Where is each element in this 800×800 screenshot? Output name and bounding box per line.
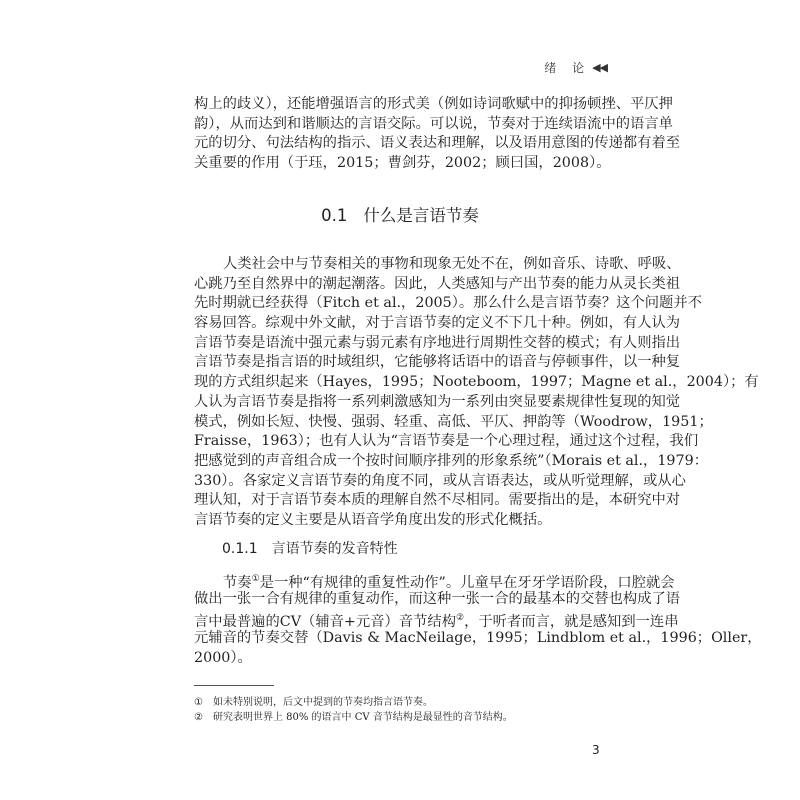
section-paragraph (194, 255, 759, 531)
text-line: 言语节奏是语流中强元素与弱元素有序地进行周期性交替的模式；有人则指出 (194, 334, 681, 351)
footnote-text: 研究表明世界上 80% 的语言中 CV 音节结构是最显性的音节结构。 (212, 712, 513, 723)
running-header (544, 59, 607, 76)
text-line: 言语节奏的定义主要是从语音学角度出发的形式化概括。 (194, 511, 552, 528)
text-line: 元的切分、句法结构的指示、语义表达和理解，以及语用意图的传递都有着至 (194, 135, 681, 152)
text-line (194, 570, 675, 591)
footnote-1 (194, 696, 433, 710)
footnote-text: 如未特别说明，后文中提到的节奏均指言语节奏。 (212, 697, 433, 708)
section-heading (0, 202, 800, 226)
text-line: 关重要的作用（于珏，2015；曹剑芬，2002；顾曰国，2008）。 (194, 155, 611, 172)
chapter-name: 绪 论 (544, 61, 591, 75)
text-run: ，于听者而言，就是感知到一连串 (464, 614, 679, 631)
subsection-title: 言语节奏的发音特性 (271, 541, 398, 557)
text-line (194, 609, 679, 631)
text-line: 理认知，对于言语节奏本质的理解自然不尽相同。需要指出的是，本研究中对 (194, 492, 681, 509)
text-line: 2000）。 (194, 649, 252, 666)
text-line: 容易回答。综观中外文献，对于言语节奏的定义不下几十种。例如，有人认为 (194, 315, 681, 332)
text-run: 节奏 (223, 574, 252, 591)
section-number: 0.1 (321, 206, 348, 225)
text-line: 言语节奏是指言语的时域组织，它能够将话语中的语音与停顿事件，以一种复 (194, 354, 681, 371)
text-line: 先时期就已经获得（Fitch et al.，2005）。那么什么是言语节奏？这个问题并不 (194, 295, 702, 312)
text-line: Fraisse，1963）；也有人认为“言语节奏是一个心理过程，通过这个过程，我们 (194, 433, 699, 450)
text-line: 构上的歧义），还能增强语言的形式美（例如诗词歌赋中的抑扬顿挫、平仄押 (194, 96, 673, 112)
subsection-number: 0.1.1 (222, 541, 258, 557)
subsection-heading (222, 538, 398, 558)
text-line: 人类社会中与节奏相关的事物和现象无处不在，例如音乐、诗歌、呼吸、 (223, 256, 681, 272)
text-line: 心跳乃至自然界中的潮起潮落。因此，人类感知与产出节奏的能力从灵长类祖 (194, 275, 681, 292)
text-line: 韵），从而达到和谐顺达的言语交际。可以说，节奏对于连续语流中的语言单 (194, 115, 673, 132)
intro-paragraph (194, 95, 681, 174)
footnote-ref-2[interactable]: ② (456, 613, 465, 624)
text-run: 言中最普遍的CV（辅音+元音）音节结构 (194, 614, 456, 631)
double-arrow-left-icon: ◀◀ (592, 61, 607, 74)
footnote-mark: ② (194, 712, 203, 723)
page-number: 3 (592, 743, 600, 757)
subsection-paragraph (194, 570, 762, 668)
footnote-divider (194, 685, 274, 686)
text-line: 元辅音的节奏交替（Davis & MacNeilage，1995；Lindblom et al.，1996；Oller， (194, 630, 762, 647)
footnote-2 (194, 711, 513, 725)
text-line: 330）。各家定义言语节奏的角度不同，或从言语表达，或从听觉理解，或从心 (194, 472, 686, 489)
text-line: 模式，例如长短、快慢、强弱、轻重、高低、平仄、押韵等（Woodrow，1951； (194, 413, 713, 430)
footnote-mark: ① (194, 697, 203, 708)
text-line: 现的方式组织起来（Hayes，1995；Nooteboom，1997；Magne et al.，2004）；有 (194, 374, 759, 391)
text-line: 把感觉到的声音组合成一个按时间顺序排列的形象系统”（Morais et al.，1979： (194, 452, 709, 469)
text-line: 人认为言语节奏是指将一系列刺激感知为一系列由突显要素规律性复现的知觉 (194, 393, 681, 410)
section-title: 什么是言语节奏 (363, 206, 479, 225)
footnote-ref-1[interactable]: ① (251, 574, 260, 584)
text-line: 做出一张一合有规律的重复动作，而这种一张一合的最基本的交替也构成了语 (194, 590, 681, 607)
text-run: 是一种“有规律的重复性动作”。儿童早在牙牙学语阶段，口腔就会 (259, 574, 675, 591)
